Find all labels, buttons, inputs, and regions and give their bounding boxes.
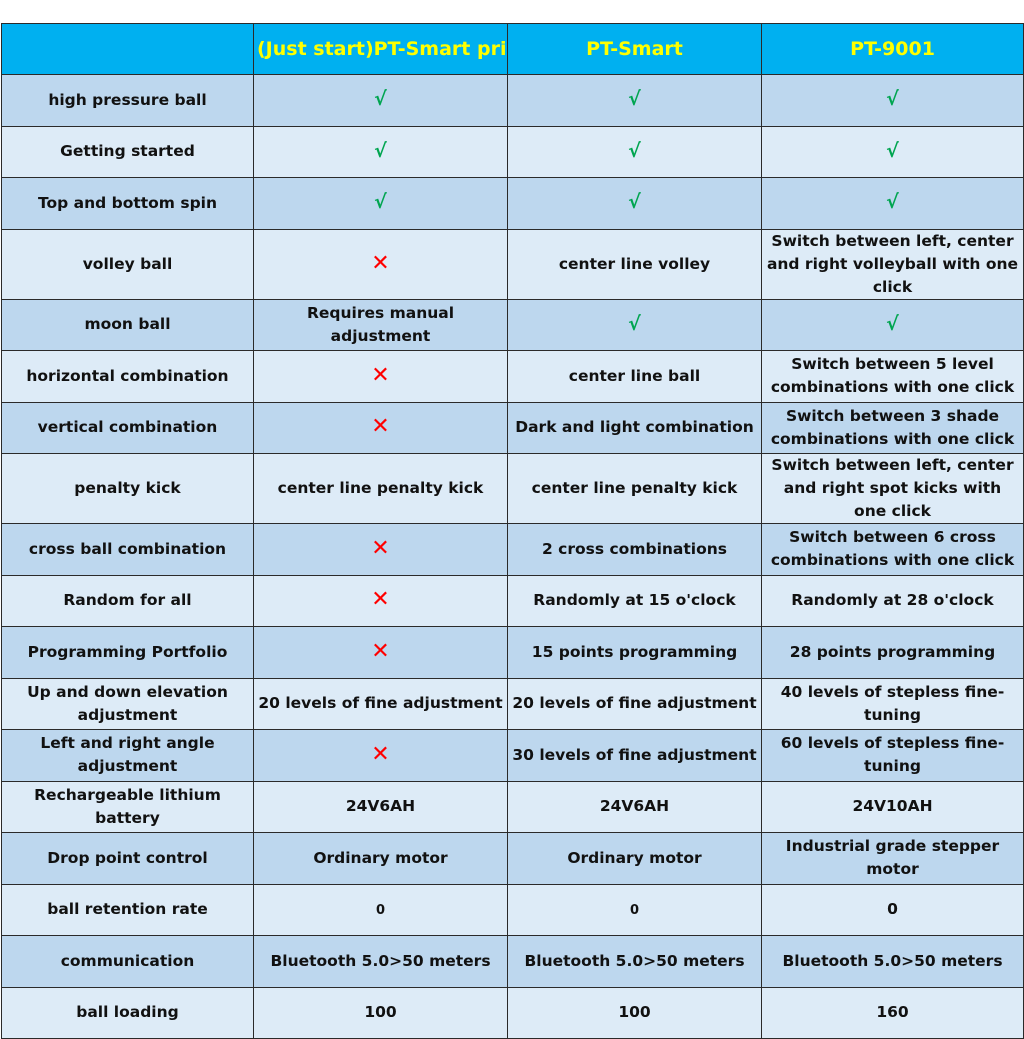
cross-icon: ✕ xyxy=(371,535,390,561)
value-cell xyxy=(508,454,762,524)
cell-value: Bluetooth 5.0>50 meters xyxy=(270,951,491,970)
cell-value: 0 xyxy=(375,902,386,918)
check-icon: √ xyxy=(628,88,641,111)
header-corner xyxy=(2,24,254,75)
value-cell xyxy=(508,987,762,1039)
value-cell xyxy=(508,229,762,299)
cell-value: center line penalty kick xyxy=(531,479,738,497)
cell-value: 15 points programming xyxy=(531,642,738,661)
table-row xyxy=(2,936,1024,988)
table-row xyxy=(2,730,1024,782)
table-row xyxy=(2,454,1024,524)
cross-icon: ✕ xyxy=(371,587,390,613)
feature-label: moon ball xyxy=(2,299,254,351)
cell-value: Bluetooth 5.0>50 meters xyxy=(782,951,1003,970)
value-cell xyxy=(254,781,508,833)
table-row xyxy=(2,299,1024,351)
check-cell xyxy=(762,75,1024,127)
cell-value: 24V6AH xyxy=(599,797,670,816)
check-cell xyxy=(508,178,762,230)
table-header xyxy=(2,24,1024,75)
cell-value: 24V6AH xyxy=(345,797,416,816)
cell-value: 60 levels of stepless fine-tuning xyxy=(780,734,1005,776)
value-cell xyxy=(508,678,762,730)
value-cell xyxy=(762,884,1024,936)
value-cell xyxy=(508,833,762,885)
cell-value: 100 xyxy=(618,1003,651,1022)
cell-value: Dark and light combination xyxy=(515,418,754,437)
value-cell xyxy=(508,936,762,988)
cross-cell xyxy=(254,229,508,299)
table-row xyxy=(2,229,1024,299)
cell-value: Randomly at 15 o'clock xyxy=(533,591,736,610)
feature-label: volley ball xyxy=(2,229,254,299)
value-cell xyxy=(508,575,762,627)
value-cell xyxy=(762,229,1024,299)
value-cell xyxy=(254,299,508,351)
check-cell xyxy=(762,299,1024,351)
check-icon: √ xyxy=(374,88,387,111)
value-cell xyxy=(762,351,1024,403)
value-cell xyxy=(254,987,508,1039)
value-cell xyxy=(762,833,1024,885)
table-row xyxy=(2,987,1024,1039)
table-row xyxy=(2,524,1024,576)
value-cell xyxy=(762,454,1024,524)
table-row xyxy=(2,402,1024,454)
feature-label: ball loading xyxy=(2,987,254,1039)
value-cell xyxy=(762,781,1024,833)
table-row xyxy=(2,627,1024,679)
header-pt-smart: PT-Smart xyxy=(508,24,762,75)
table-row xyxy=(2,75,1024,127)
cell-value: 20 levels of fine adjustment xyxy=(512,694,757,713)
table-row xyxy=(2,781,1024,833)
value-cell xyxy=(508,781,762,833)
cell-value: 20 levels of fine adjustment xyxy=(258,694,503,713)
value-cell xyxy=(254,833,508,885)
cell-value: center line penalty kick xyxy=(277,479,484,497)
cell-value: 28 points programming xyxy=(789,642,996,661)
table-row xyxy=(2,575,1024,627)
check-icon: √ xyxy=(628,312,641,335)
value-cell xyxy=(762,524,1024,576)
feature-label: vertical combination xyxy=(2,402,254,454)
value-cell xyxy=(762,936,1024,988)
cell-value: Switch between left, center and right volleyball with one click xyxy=(766,231,1019,296)
check-icon: √ xyxy=(886,139,899,162)
value-cell xyxy=(762,627,1024,679)
value-cell xyxy=(508,351,762,403)
cross-cell xyxy=(254,351,508,403)
feature-label: Top and bottom spin xyxy=(2,178,254,230)
cell-value: Switch between 6 cross combinations with one click xyxy=(770,528,1015,570)
table-row xyxy=(2,351,1024,403)
cell-value: center line ball xyxy=(568,366,701,385)
feature-label: Up and down elevation adjustment xyxy=(2,678,254,730)
feature-label: Random for all xyxy=(2,575,254,627)
cross-icon: ✕ xyxy=(371,362,390,388)
table-row xyxy=(2,884,1024,936)
cross-cell xyxy=(254,524,508,576)
value-cell xyxy=(508,627,762,679)
table-row xyxy=(2,178,1024,230)
check-cell xyxy=(508,299,762,351)
table-body xyxy=(2,75,1024,1039)
comparison-table xyxy=(1,23,1024,1039)
cell-value: 0 xyxy=(629,902,640,918)
check-icon: √ xyxy=(628,191,641,214)
feature-label: horizontal combination xyxy=(2,351,254,403)
value-cell xyxy=(254,936,508,988)
cross-cell xyxy=(254,575,508,627)
feature-label: Getting started xyxy=(2,126,254,178)
cell-value: center line volley xyxy=(558,254,711,273)
cross-cell xyxy=(254,402,508,454)
cell-value: 160 xyxy=(876,1003,909,1022)
check-icon: √ xyxy=(374,191,387,214)
check-icon: √ xyxy=(886,191,899,214)
value-cell xyxy=(254,884,508,936)
table-row xyxy=(2,678,1024,730)
value-cell xyxy=(762,730,1024,782)
value-cell xyxy=(254,454,508,524)
header-pt-9001: PT-9001 xyxy=(762,24,1024,75)
cross-icon: ✕ xyxy=(371,741,390,767)
cross-icon: ✕ xyxy=(371,638,390,664)
cell-value: Ordinary motor xyxy=(313,848,448,867)
cell-value: Randomly at 28 o'clock xyxy=(791,591,994,610)
cell-value: 24V10AH xyxy=(852,797,933,816)
check-cell xyxy=(762,126,1024,178)
check-icon: √ xyxy=(628,139,641,162)
check-cell xyxy=(254,178,508,230)
value-cell xyxy=(762,402,1024,454)
check-cell xyxy=(508,75,762,127)
cell-value: Ordinary motor xyxy=(567,848,702,867)
cell-value: 100 xyxy=(364,1003,397,1022)
cell-value: Switch between left, center and right spot kicks with one click xyxy=(771,456,1014,520)
value-cell xyxy=(254,678,508,730)
cell-value: Industrial grade stepper motor xyxy=(785,837,1000,879)
feature-label: penalty kick xyxy=(2,454,254,524)
table-row xyxy=(2,833,1024,885)
feature-label: cross ball combination xyxy=(2,524,254,576)
check-cell xyxy=(254,126,508,178)
feature-label: ball retention rate xyxy=(2,884,254,936)
feature-label: Rechargeable lithium battery xyxy=(2,781,254,833)
header-pt-smart-pri: (Just start)PT-Smart pri xyxy=(254,24,508,75)
cell-value: Switch between 5 level combinations with one click xyxy=(770,355,1015,397)
cell-value: Requires manual adjustment xyxy=(306,303,455,345)
feature-label: Left and right angle adjustment xyxy=(2,730,254,782)
cross-cell xyxy=(254,627,508,679)
feature-label: Drop point control xyxy=(2,833,254,885)
check-cell xyxy=(254,75,508,127)
header-row xyxy=(2,24,1024,75)
check-icon: √ xyxy=(886,312,899,335)
cell-value: Bluetooth 5.0>50 meters xyxy=(524,951,745,970)
check-icon: √ xyxy=(886,88,899,111)
feature-label: communication xyxy=(2,936,254,988)
feature-label: high pressure ball xyxy=(2,75,254,127)
check-cell xyxy=(762,178,1024,230)
table-row xyxy=(2,126,1024,178)
check-cell xyxy=(508,126,762,178)
value-cell xyxy=(508,884,762,936)
cell-value: 30 levels of fine adjustment xyxy=(512,745,757,764)
value-cell xyxy=(508,730,762,782)
cross-icon: ✕ xyxy=(371,250,390,276)
cell-value: 2 cross combinations xyxy=(541,539,728,558)
value-cell xyxy=(762,575,1024,627)
cell-value: 40 levels of stepless fine-tuning xyxy=(780,682,1005,724)
feature-label: Programming Portfolio xyxy=(2,627,254,679)
value-cell xyxy=(762,987,1024,1039)
value-cell xyxy=(762,678,1024,730)
cell-value: Switch between 3 shade combinations with one click xyxy=(770,406,1015,448)
check-icon: √ xyxy=(374,139,387,162)
value-cell xyxy=(508,402,762,454)
cell-value: 0 xyxy=(887,900,898,919)
cross-icon: ✕ xyxy=(371,414,390,440)
cross-cell xyxy=(254,730,508,782)
value-cell xyxy=(508,524,762,576)
